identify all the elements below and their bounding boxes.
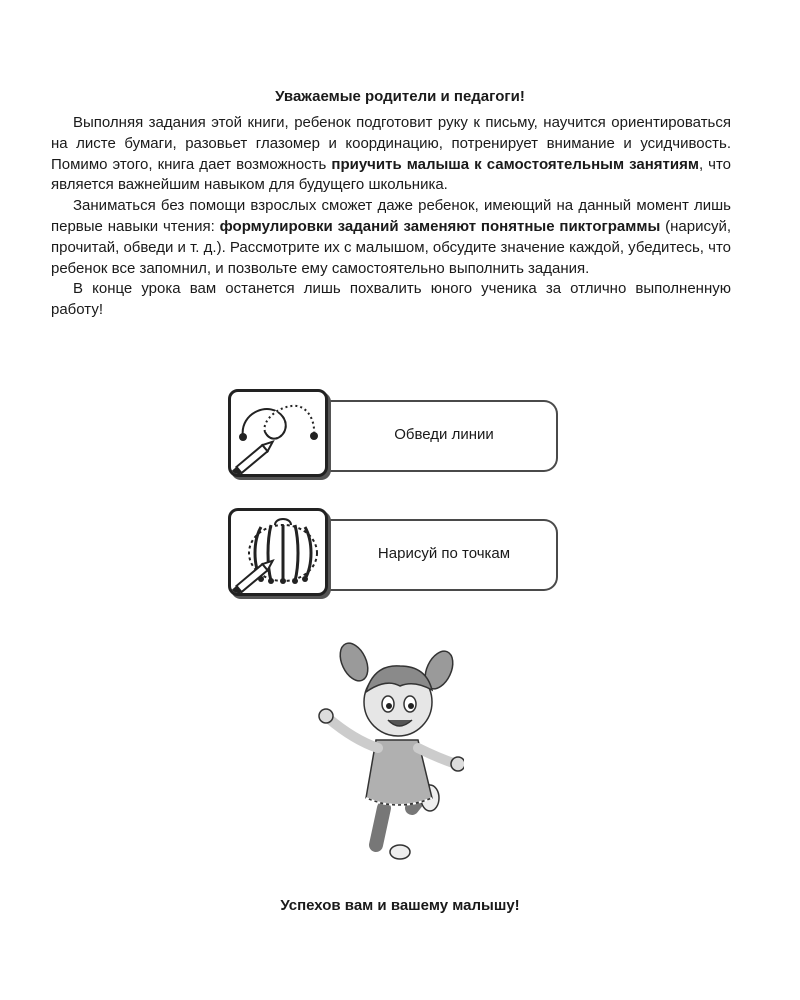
intro-text — [51, 113, 731, 321]
paragraph-1: Выполняя задания этой книги, ребенок подготовит руку к письму, научится ориентироваться на листе бумаги, разовьет глазомер и координацию, потренирует внимание и усидчивость. Помимо этого, книга дает возможность приучить малыша к самостоятельным занятиям, что является важнейшим навыком для будущего школьника. — [51, 114, 732, 194]
paragraph-3: В конце урока вам останется лишь похвалить юного ученика за отлично выполненную работу! — [51, 280, 731, 319]
girl-illustration — [314, 640, 464, 862]
draw-by-dots-icon — [228, 508, 328, 596]
pictogram-label: Обведи линии — [394, 425, 494, 443]
closing-line: Успехов вам и вашему малышу! — [280, 897, 520, 914]
trace-lines-icon — [228, 389, 328, 477]
pictogram-draw-by-dots — [228, 508, 560, 598]
paragraph-2: Заниматься без помощи взрослых сможет даже ребенок, имеющий на данный момент лишь первые навыки чтения: формулировки заданий заменяют понятные пиктограммы (нарисуй, прочитай, обведи и т. д.). Рассмотрите их с малышом, обсудите значение каждой, убедитесь, что ребенок все запомнил, и позвольте ему самостоятельно выполнить задания. — [51, 197, 732, 277]
pictogram-label: Нарисуй по точкам — [377, 544, 511, 562]
pictogram-trace-lines — [228, 389, 560, 479]
page-title: Уважаемые родители и педагоги! — [275, 88, 525, 105]
